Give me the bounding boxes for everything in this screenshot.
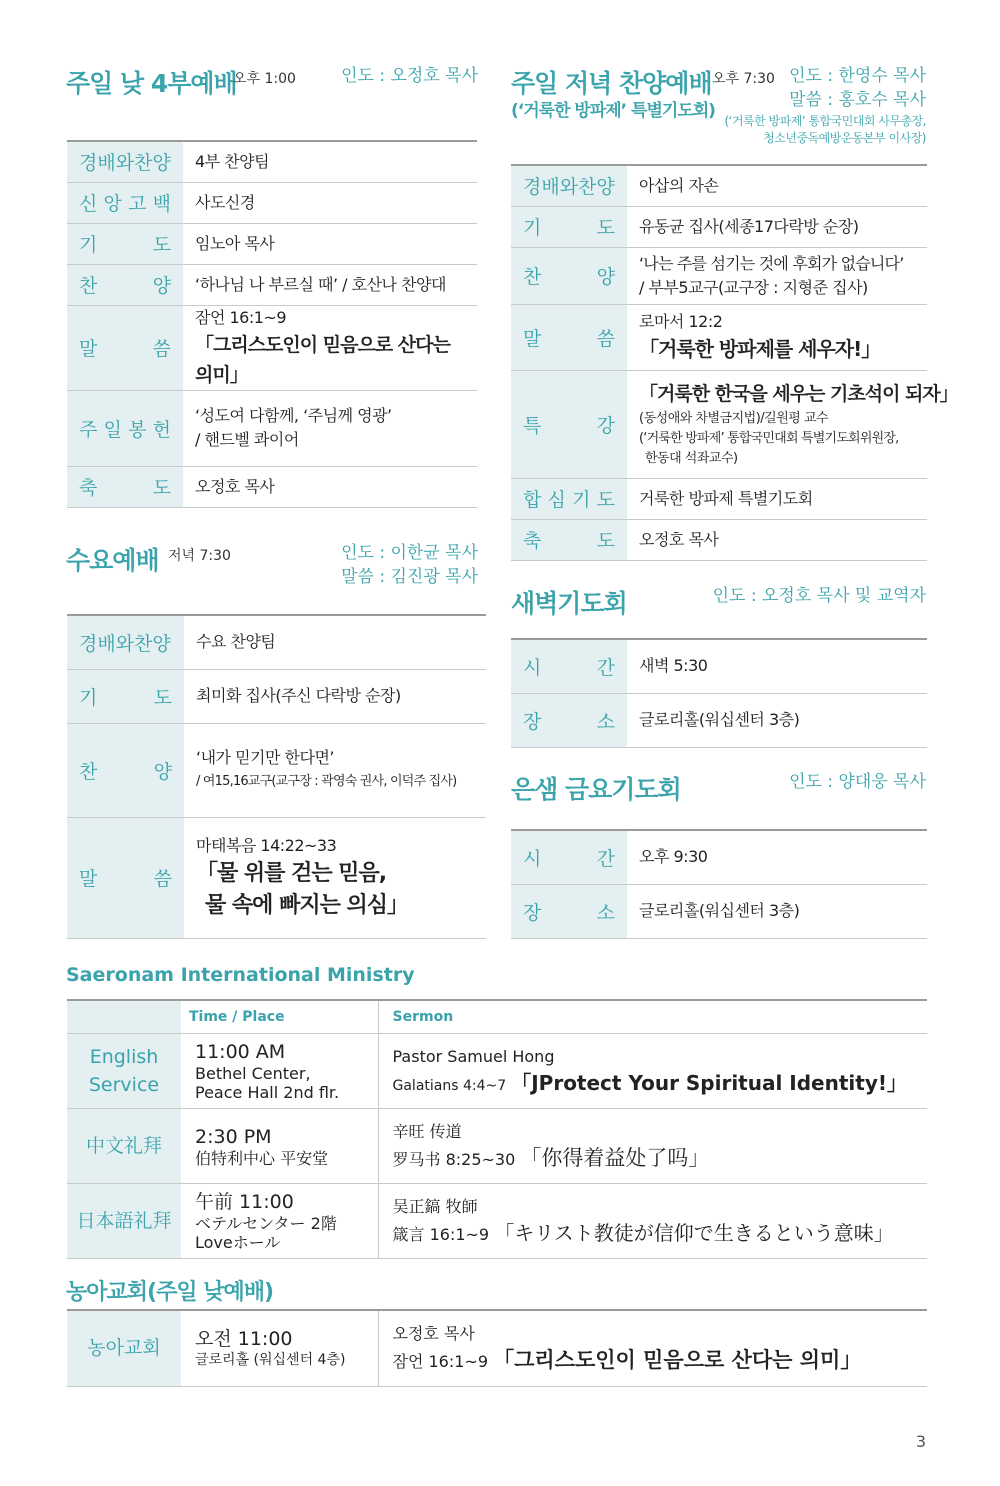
evening-row	[511, 519, 927, 560]
scripture-ref: 로마서 12:2	[639, 312, 723, 331]
row-value: 수요 찬양팀	[184, 615, 486, 669]
dawn-table	[511, 638, 927, 748]
time-place	[181, 1109, 378, 1184]
service-label: 中文礼拜	[67, 1109, 181, 1184]
evening-row	[511, 478, 927, 519]
friday-row	[511, 884, 927, 938]
row-value	[183, 305, 477, 390]
row-label: 찬 양	[67, 264, 183, 305]
preacher: Pastor Samuel Hong	[392, 1046, 555, 1066]
note-line: 청소년중독예방운동본부 이사장)	[763, 131, 926, 145]
row-value	[183, 390, 477, 466]
value-line: (동성애와 차별금지법)/길원평 교수	[639, 411, 829, 426]
value-line: ‘내가 믿기만 한다면’	[196, 748, 334, 767]
time-place	[181, 1184, 378, 1259]
sunday4-title: 주일 낮 4부예배	[66, 69, 237, 98]
label-line: Service	[88, 1074, 160, 1096]
wednesday-row	[67, 817, 486, 938]
sermon-title: 「그리스도인이 믿음으로 산다는 의미」	[195, 333, 450, 386]
row-label: 말 씀	[511, 304, 627, 370]
row-label: 시 간	[511, 830, 627, 884]
sunday4-row	[67, 390, 477, 466]
deaf-table	[67, 1309, 927, 1387]
deaf-title: 농아교회(주일 낮예배)	[66, 1280, 274, 1305]
row-label: 찬 양	[67, 723, 184, 817]
row-label: 시 간	[511, 639, 627, 693]
row-value: 최미화 집사(주신 다락방 순장)	[184, 669, 486, 723]
value-line: / 핸드벨 콰이어	[195, 430, 299, 449]
dawn-row	[511, 639, 927, 693]
friday-title: 은샘 금요기도회	[511, 775, 681, 804]
sunday4-row	[67, 223, 477, 264]
friday-leader: 인도 : 양대웅 목사	[789, 772, 926, 792]
note-line: (‘거룩한 방파제’ 통합국민대회 사무총장,	[724, 114, 926, 128]
sermon-title: 물 속에 빠지는 의심」	[205, 892, 408, 918]
international-row-chinese	[67, 1109, 927, 1184]
time-place	[181, 1310, 378, 1386]
deaf-row	[67, 1310, 927, 1386]
sunday4-leader: 인도 : 오정호 목사	[341, 66, 478, 86]
sunday4-row	[67, 264, 477, 305]
evening-preacher-note	[724, 113, 926, 147]
wednesday-preacher: 말씀 : 김진광 목사	[341, 567, 478, 587]
scripture-ref: 箴言 16:1~9	[392, 1225, 490, 1244]
sermon-cell	[378, 1184, 927, 1259]
value-line: ‘나는 주를 섬기는 것에 후회가 없습니다’	[639, 253, 904, 273]
row-label: 말 씀	[67, 817, 184, 938]
value-line: / 부부5교구(교구장 : 지형준 집사)	[639, 277, 868, 297]
evening-table	[511, 164, 958, 561]
sermon-cell	[378, 1310, 927, 1386]
service-place: Peace Hall 2nd flr.	[195, 1083, 340, 1102]
value-line: 한동대 석좌교수)	[645, 451, 738, 466]
row-label: 경배와찬양	[511, 165, 627, 206]
row-label: 경배와찬양	[67, 615, 184, 669]
service-place: 伯特利中心 平安堂	[195, 1148, 329, 1168]
international-table	[67, 999, 927, 1259]
wednesday-leader: 인도 : 이한균 목사	[341, 543, 478, 563]
service-place: Loveホール	[195, 1233, 281, 1252]
header-time-place: Time / Place	[181, 1000, 378, 1034]
row-value	[627, 370, 958, 478]
sunday4-row	[67, 466, 477, 507]
wednesday-row	[67, 669, 486, 723]
row-label: 기 도	[67, 223, 183, 264]
row-label: 찬 양	[511, 247, 627, 304]
scripture-ref: Galatians 4:4~7	[392, 1077, 507, 1094]
sunday4-row	[67, 182, 477, 223]
value-line: ‘성도여 다함께, ‘주님께 영광’	[195, 406, 392, 425]
sermon-title: 「你得着益处了吗」	[520, 1146, 710, 1170]
service-time: 午前 11:00	[195, 1191, 294, 1213]
row-label: 주 일 봉 헌	[67, 390, 183, 466]
sunday4-row	[67, 305, 477, 390]
sermon-title: 「キリスト教徒が信仰で生きるという意味」	[494, 1221, 894, 1245]
service-time: 2:30 PM	[195, 1125, 272, 1148]
sermon-title: 「JProtect Your Spiritual Identity!」	[511, 1070, 907, 1095]
service-time: 11:00 AM	[195, 1041, 286, 1063]
row-value: 사도신경	[183, 182, 477, 223]
wednesday-title: 수요예배	[66, 546, 159, 575]
row-label: 특 강	[511, 370, 627, 478]
row-value	[184, 817, 486, 938]
evening-row	[511, 165, 927, 206]
scripture-ref: 마태복음 14:22~33	[196, 835, 337, 855]
evening-leader: 인도 : 한영수 목사	[789, 66, 926, 86]
evening-subtitle: (‘거룩한 방파제’ 특별기도회)	[511, 101, 715, 121]
wednesday-table	[67, 614, 486, 939]
row-value: 오정호 목사	[183, 466, 477, 507]
sermon-cell	[378, 1109, 927, 1184]
row-value: 오후 9:30	[627, 830, 927, 884]
row-label: 기 도	[511, 206, 627, 247]
sunday4-row	[67, 141, 477, 182]
row-value: 글로리홀(워십센터 3층)	[627, 693, 927, 747]
sunday4-table	[67, 140, 477, 508]
row-label: 장 소	[511, 884, 627, 938]
value-line: (‘거룩한 방파제’ 통합국민대회 특별기도회위원장,	[639, 431, 899, 446]
service-label: 농아교회	[67, 1310, 181, 1386]
service-place: ベテルセンター 2階	[195, 1214, 337, 1233]
page-number: 3	[915, 1432, 926, 1451]
row-value: 4부 찬양팀	[183, 141, 477, 182]
service-place: 글로리홀 (워십센터 4층)	[195, 1351, 346, 1368]
international-title: Saeronam International Ministry	[66, 964, 415, 986]
row-label: 축 도	[67, 466, 183, 507]
sermon-title: 「물 위를 걷는 믿음,	[196, 860, 387, 886]
sermon-title: 「거룩한 방파제를 세우자!」	[639, 337, 881, 361]
scripture-ref: 罗马书 8:25~30	[392, 1150, 516, 1169]
wednesday-row	[67, 723, 486, 817]
header-blank	[67, 1000, 181, 1034]
international-row-japanese	[67, 1184, 927, 1259]
lecture-title: 「거룩한 한국을 세우는 기초석이 되자」	[639, 383, 958, 405]
sermon-cell	[378, 1034, 927, 1109]
row-value: 새벽 5:30	[627, 639, 927, 693]
row-value	[184, 723, 486, 817]
friday-row	[511, 830, 927, 884]
row-value: 유동균 집사(세종17다락방 순장)	[627, 206, 927, 247]
row-value	[627, 304, 927, 370]
preacher: 辛旺 传道	[392, 1122, 462, 1141]
service-time: 오전 11:00	[195, 1327, 293, 1350]
row-value: 아삽의 자손	[627, 165, 927, 206]
evening-row	[511, 304, 927, 370]
label-line: English	[89, 1046, 159, 1068]
service-label: 日本語礼拜	[67, 1184, 181, 1259]
evening-time: 오후 7:30	[712, 71, 775, 87]
dawn-leader: 인도 : 오정호 목사 및 교역자	[712, 586, 926, 606]
row-label: 장 소	[511, 693, 627, 747]
sermon-title: 「그리스도인이 믿음으로 산다는 의미」	[493, 1348, 862, 1373]
dawn-title: 새벽기도회	[511, 589, 627, 618]
row-value	[627, 247, 927, 304]
scripture-ref: 잠언 16:1~9	[195, 307, 287, 327]
service-place: Bethel Center,	[195, 1064, 311, 1083]
row-value: ‘하나님 나 부르실 때’ / 호산나 찬양대	[183, 264, 477, 305]
international-row-english	[67, 1034, 927, 1109]
row-label: 경배와찬양	[67, 141, 183, 182]
row-label: 기 도	[67, 669, 184, 723]
dawn-row	[511, 693, 927, 747]
preacher: 吴正鎬 牧師	[392, 1197, 478, 1216]
preacher: 오정호 목사	[392, 1324, 475, 1344]
evening-row	[511, 206, 927, 247]
row-value: 오정호 목사	[627, 519, 927, 560]
row-value: 거룩한 방파제 특별기도회	[627, 478, 927, 519]
evening-title: 주일 저녁 찬양예배	[511, 69, 712, 98]
value-line: / 여15,16교구(교구장 : 곽영숙 권사, 이덕주 집사)	[196, 774, 457, 789]
row-label: 신 앙 고 백	[67, 182, 183, 223]
header-sermon: Sermon	[378, 1000, 927, 1034]
time-place	[181, 1034, 378, 1109]
wednesday-row	[67, 615, 486, 669]
international-header-row	[67, 1000, 927, 1034]
evening-preacher: 말씀 : 홍호수 목사	[789, 90, 926, 110]
row-value: 글로리홀(워십센터 3층)	[627, 884, 927, 938]
row-label: 합 심 기 도	[511, 478, 627, 519]
row-label: 말 씀	[67, 305, 183, 390]
wednesday-time: 저녁 7:30	[168, 548, 231, 564]
evening-row	[511, 247, 927, 304]
service-label	[67, 1034, 181, 1109]
row-label: 축 도	[511, 519, 627, 560]
sunday4-time: 오후 1:00	[233, 71, 296, 87]
row-value: 임노아 목사	[183, 223, 477, 264]
friday-table	[511, 829, 927, 939]
evening-row	[511, 370, 927, 478]
scripture-ref: 잠언 16:1~9	[392, 1352, 489, 1372]
